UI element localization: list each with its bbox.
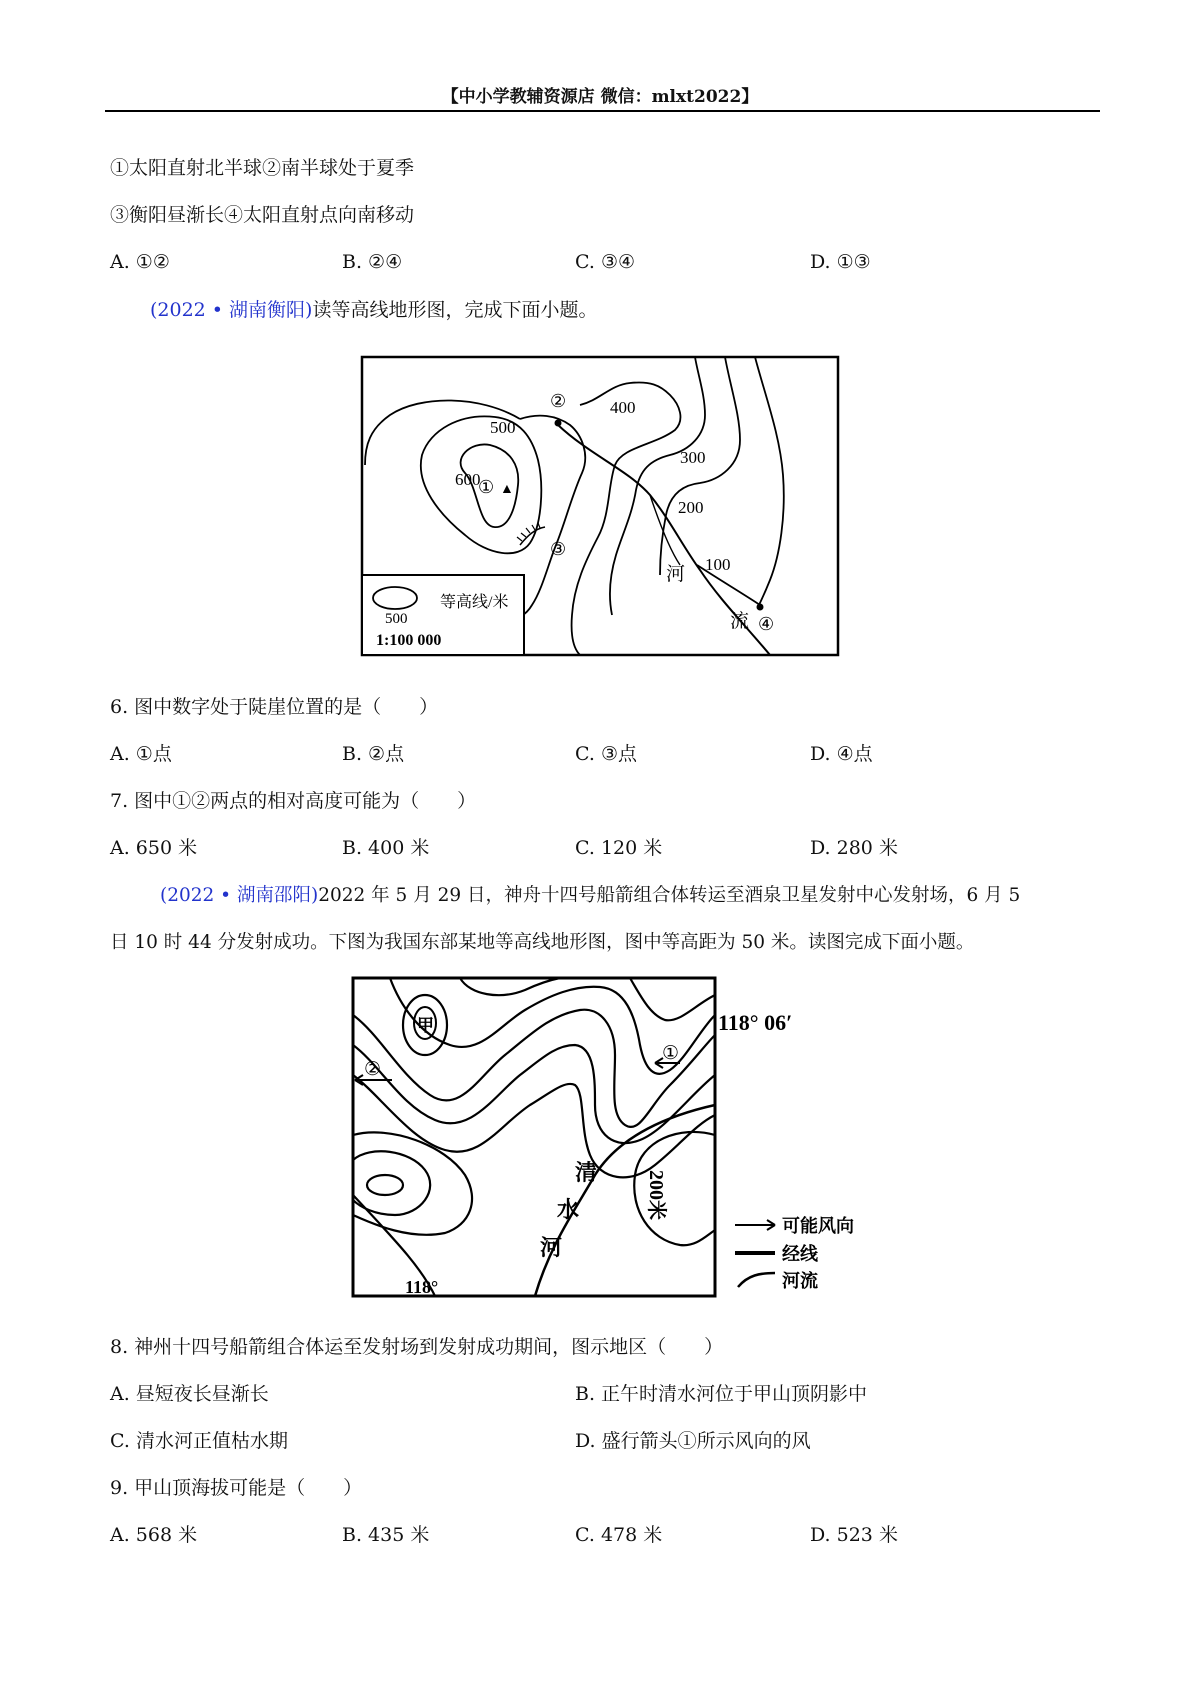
q7-option-a: A. 650 米	[110, 837, 198, 859]
q9-option-d: D. 523 米	[810, 1524, 898, 1546]
q8-stem: 8. 神州十四号船箭组合体运至发射场到发射成功期间，图示地区（ ）	[110, 1336, 724, 1358]
q5-option-c: C. ③④	[575, 251, 636, 273]
longitude-118: 118°	[405, 1277, 439, 1297]
contour-label-600: 600	[455, 470, 481, 489]
page-header: 【中小学教辅资源店 微信：mlxt2022】	[441, 87, 759, 107]
contour-300	[610, 357, 705, 615]
q7-stem: 7. 图中①②两点的相对高度可能为（ ）	[110, 790, 477, 812]
river-label-he: 河	[540, 1235, 563, 1260]
contour-line-6	[630, 978, 715, 1020]
river-label-he: 河	[666, 564, 686, 585]
q9-option-a: A. 568 米	[110, 1524, 198, 1546]
legend-contour-value: 500	[385, 611, 408, 627]
contour-label-200: 200	[678, 498, 704, 517]
legend-meridian-label: 经线	[782, 1244, 818, 1264]
west-hill-mid	[353, 1151, 430, 1215]
contour-label-300: 300	[680, 448, 706, 467]
q7-option-c: C. 120 米	[575, 837, 663, 859]
legend-river-icon	[738, 1273, 775, 1287]
q8-option-b: B. 正午时清水河位于甲山顶阴影中	[575, 1383, 868, 1405]
header-rule	[105, 110, 1100, 112]
q9-option-b: B. 435 米	[342, 1524, 430, 1546]
contour-line-1	[353, 1010, 715, 1127]
contour-line-5	[460, 978, 560, 995]
q5-option-d: D. ①③	[810, 251, 871, 273]
q8-option-d: D. 盛行箭头①所示风向的风	[575, 1430, 811, 1452]
q6-option-b: B. ②点	[342, 743, 405, 765]
point-2-dot	[555, 420, 562, 427]
intro1-source: (2022 • 湖南衡阳)	[150, 299, 313, 321]
q6-stem: 6. 图中数字处于陡崖位置的是（ ）	[110, 696, 439, 718]
contour-label-100: 100	[705, 555, 731, 574]
q7-option-d: D. 280 米	[810, 837, 898, 859]
point-4-label: ④	[758, 614, 775, 634]
q8-option-c: C. 清水河正值枯水期	[110, 1430, 288, 1452]
west-hill-inner	[367, 1175, 403, 1195]
west-hill-outer	[353, 1132, 472, 1234]
contour-map-1	[360, 355, 840, 657]
q7-option-b: B. 400 米	[342, 837, 430, 859]
q5-option-a: A. ①②	[110, 251, 170, 273]
summit-icon: ▲	[500, 482, 514, 497]
river-branch	[650, 495, 680, 565]
q9-stem: 9. 甲山顶海拔可能是（ ）	[110, 1477, 363, 1499]
intro1	[150, 298, 597, 322]
q9-option-c: C. 478 米	[575, 1524, 663, 1546]
point-4-dot	[757, 604, 764, 611]
map1-scale: 1:100 000	[376, 632, 442, 649]
q6-option-d: D. ④点	[810, 743, 873, 765]
intro2-line1	[160, 884, 1020, 908]
contour-100	[755, 357, 784, 607]
point-3-label: ③	[550, 539, 567, 559]
point-2-label: ②	[550, 391, 567, 411]
q6-option-c: C. ③点	[575, 743, 637, 765]
q5-option-b: B. ②④	[342, 251, 403, 273]
contour-label-400: 400	[610, 398, 636, 417]
marker-2-label: ②	[364, 1059, 382, 1080]
river-label-qing: 清	[575, 1160, 598, 1185]
contour-200m-label: 200米	[645, 1170, 667, 1220]
river-label-shui: 水	[557, 1197, 580, 1222]
intro2-source: (2022 • 湖南邵阳)	[160, 885, 319, 906]
q5-items-line1: ①太阳直射北半球②南半球处于夏季	[110, 157, 415, 179]
peak-jia-label: 甲	[417, 1016, 434, 1035]
q8-option-a: A. 昼短夜长昼渐长	[110, 1383, 269, 1405]
intro1-text: 读等高线地形图，完成下面小题。	[312, 299, 598, 321]
contour-400-east	[572, 383, 681, 656]
legend-contour-label: 等高线/米	[440, 594, 509, 611]
river-label-liu: 流	[730, 611, 750, 632]
legend-wind-label: 可能风向	[782, 1216, 854, 1236]
cliff-symbol	[520, 527, 545, 545]
point-1-label: ①	[478, 477, 495, 497]
contour-label-500: 500	[490, 418, 516, 437]
intro2-text1: 2022 年 5 月 29 日，神舟十四号船箭组合体转运至酒泉卫星发射中心发射场，6 月 5	[318, 885, 1021, 906]
q6-option-a: A. ①点	[110, 743, 172, 765]
longitude-118-06: 118° 06′	[718, 1010, 793, 1035]
contour-map-2	[350, 975, 860, 1300]
marker-1-label: ①	[662, 1043, 680, 1064]
intro2-line2: 日 10 时 44 分发射成功。下图为我国东部某地等高线地形图，图中等高距为 50 米。读图完成下面小题。	[110, 932, 975, 953]
q5-items-line2: ③衡阳昼渐长④太阳直射点向南移动	[110, 204, 415, 226]
legend-river-label: 河流	[782, 1271, 818, 1291]
